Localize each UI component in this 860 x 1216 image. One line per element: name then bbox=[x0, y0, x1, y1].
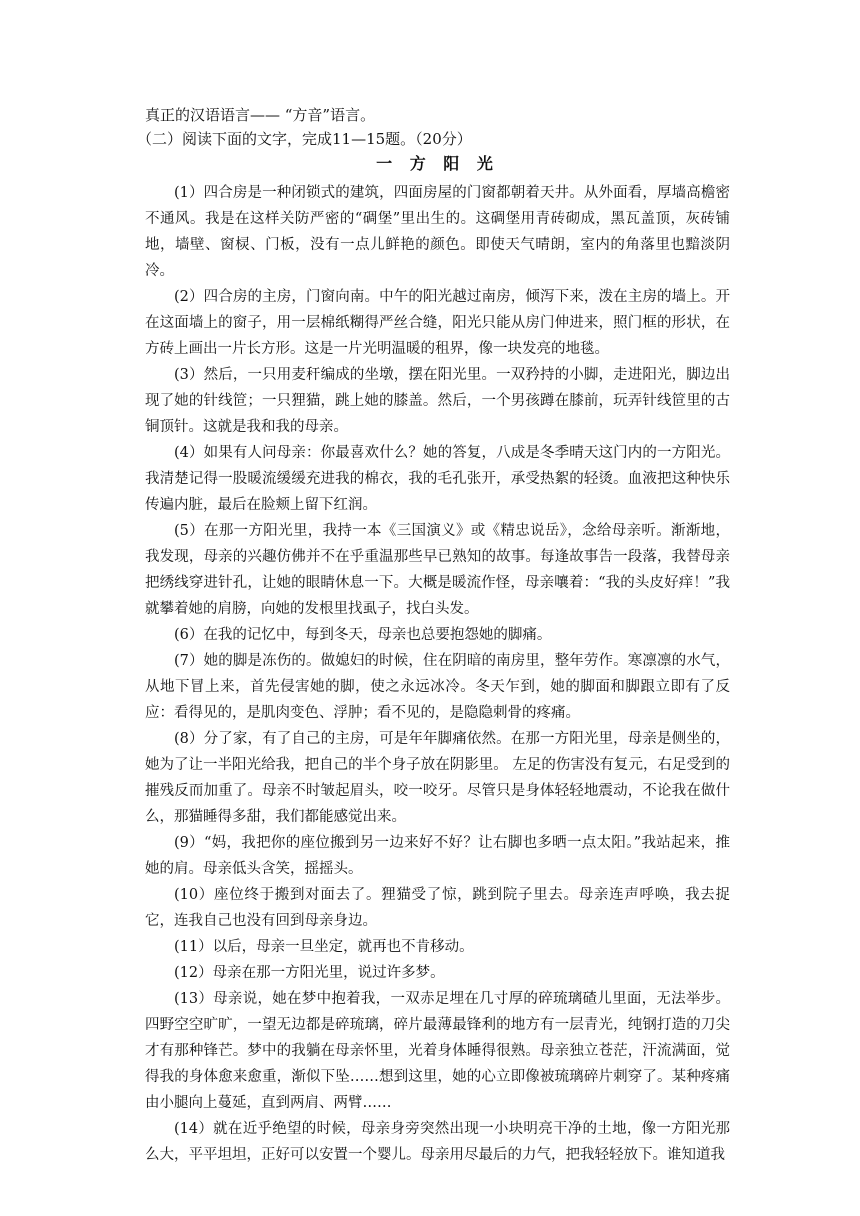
paragraph-5: (5）在那一方阳光里，我持一本《三国演义》或《精忠说岳》，念给母亲听。渐渐地，我发现，母亲的兴趣仿佛并不在乎重温那些早已熟知的故事。每逢故事告一段落，我替母亲把绣线穿进针孔，让她的眼睛休息一下。大概是暖流作怪，母亲嚷着：“我的头皮好痒！”我就攀着她的肩膀，向她的发根里找虱子，找白头发。 bbox=[145, 523, 730, 617]
section-heading: （二）阅读下面的文字，完成11—15题。（20分） bbox=[137, 130, 472, 148]
document-page bbox=[137, 103, 730, 1168]
article-title: 一 方 阳 光 bbox=[376, 154, 499, 173]
paragraph-14: (14）就在近乎绝望的时候，母亲身旁突然出现一小块明亮干净的土地，像一方阳光那么大，平平坦坦，正好可以安置一个婴儿。母亲用尽最后的力气，把我轻轻放下。谁知道我 bbox=[145, 1121, 730, 1163]
paragraph-1: (1）四合房是一种闭锁式的建筑，四面房屋的门窗都朝着天井。从外面看，厚墙高檐密不通风。我是在这样关防严密的“碉堡”里出生的。这碉堡用青砖砌成，黑瓦盖顶，灰砖铺地，墙壁、窗棂、门板，没有一点儿鲜艳的颜色。即使天气晴朗，室内的角落里也黯淡阴冷。 bbox=[145, 185, 730, 279]
intro-line: 真正的汉语语言—— “方音”语言。 bbox=[145, 106, 376, 124]
paragraph-3: (3）然后，一只用麦秆编成的坐墩，摆在阳光里。一双矜持的小脚，走进阳光，脚边出现了她的针线笸；一只狸猫，跳上她的膝盖。然后，一个男孩蹲在膝前，玩弄针线笸里的古铜顶针。这就是我和我的母亲。 bbox=[145, 367, 730, 435]
paragraph-4: (4）如果有人问母亲：你最喜欢什么？她的答复，八成是冬季晴天这门内的一方阳光。我清楚记得一股暖流缓缓充进我的棉衣，我的毛孔张开，承受热絮的轻烫。血液把这种快乐传遍内脏，最后在脸颊上留下红润。 bbox=[145, 445, 730, 513]
paragraph-9: (9）“妈，我把你的座位搬到另一边来好不好？让右脚也多晒一点太阳。”我站起来，推她的肩。母亲低头含笑，摇摇头。 bbox=[145, 835, 730, 877]
paragraph-11: (11）以后，母亲一旦坐定，就再也不肯移动。 bbox=[174, 939, 474, 955]
article-body bbox=[145, 180, 730, 1168]
paragraph-12: (12）母亲在那一方阳光里，说过许多梦。 bbox=[174, 965, 445, 981]
paragraph-13: (13）母亲说，她在梦中抱着我，一双赤足埋在几寸厚的碎琉璃碴儿里面，无法举步。四野空空旷旷，一望无边都是碎琉璃，碎片最薄最锋利的地方有一层青光，纯钢打造的刀尖才有那种锋芒。梦中的我躺在母亲怀里，光着身体睡得很熟。母亲独立苍茫，汗流满面，觉得我的身体愈来愈重，渐似下坠……想到这里，她的心立即像被琉璃碎片刺穿了。某种疼痛由小腿向上蔓延，直到两肩、两臂…… bbox=[145, 991, 730, 1111]
paragraph-2: (2）四合房的主房，门窗向南。中午的阳光越过南房，倾泻下来，泼在主房的墙上。开在这面墙上的窗子，用一层棉纸糊得严丝合缝，阳光只能从房门伸进来，照门框的形状，在方砖上画出一片长方形。这是一片光明温暖的租界，像一块发亮的地毯。 bbox=[145, 289, 730, 357]
paragraph-6: (6）在我的记忆中，每到冬天，母亲也总要抱怨她的脚痛。 bbox=[174, 627, 552, 643]
paragraph-10: (10）座位终于搬到对面去了。狸猫受了惊，跳到院子里去。母亲连声呼唤，我去捉它，连我自己也没有回到母亲身边。 bbox=[145, 887, 730, 929]
paragraph-7: (7）她的脚是冻伤的。做媳妇的时候，住在阴暗的南房里，整年劳作。寒凛凛的水气，从地下冒上来，首先侵害她的脚，使之永远冰冷。冬天乍到，她的脚面和脚跟立即有了反应：看得见的，是肌肉变色、浮肿；看不见的，是隐隐刺骨的疼痛。 bbox=[145, 653, 730, 721]
paragraph-8: (8）分了家，有了自己的主房，可是年年脚痛依然。在那一方阳光里，母亲是侧坐的，她为了让一半阳光给我，把自己的半个身子放在阴影里。 左足的伤害没有复元，右足受到的摧残反而加重了。母亲不时皱起眉头，咬一咬牙。尽管只是身体轻轻地震动，不论我在做什么，那猫睡得多甜，我们都能感觉出来。 bbox=[145, 731, 730, 825]
